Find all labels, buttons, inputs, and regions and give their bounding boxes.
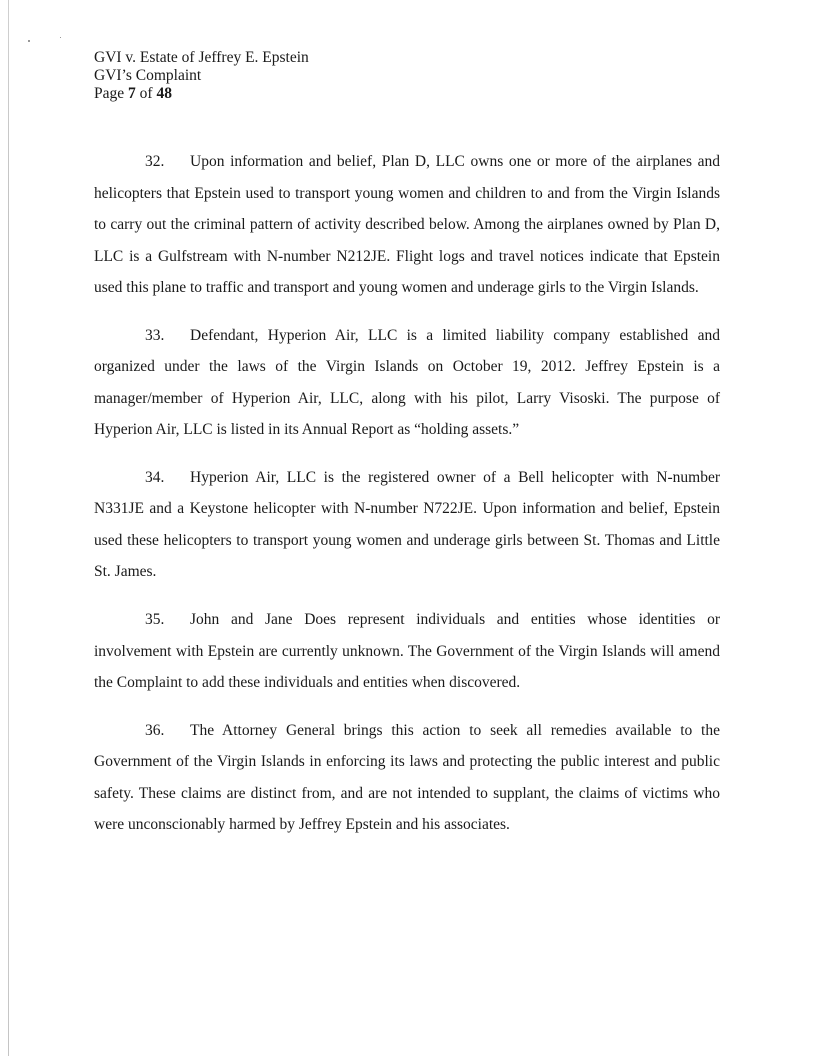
scan-speck xyxy=(60,37,61,38)
caption-case-title: GVI v. Estate of Jeffrey E. Epstein xyxy=(94,49,309,66)
paragraph-number: 36. xyxy=(145,721,165,739)
paragraph-32 xyxy=(94,146,720,304)
caption-page-number xyxy=(94,85,309,103)
paragraph-33 xyxy=(94,320,720,446)
paragraph-number: 34. xyxy=(145,468,165,486)
paragraph-36 xyxy=(94,715,720,841)
paragraph-text: John and Jane Does represent individuals and entities whose identities or involvement with Epstein are currently unknown. The Government of the Virgin Islands will amend the Complaint to add these individuals and entities when discovered. xyxy=(94,611,720,692)
paragraph-34 xyxy=(94,462,720,588)
paragraph-number: 33. xyxy=(145,326,165,344)
paragraph-number: 32. xyxy=(145,153,165,170)
scan-edge-line xyxy=(8,0,9,1056)
caption-document-title: GVI’s Complaint xyxy=(94,67,202,84)
page-label: Page xyxy=(94,85,125,102)
paragraph-text: Upon information and belief, Plan D, LLC owns one or more of the airplanes and helicopters that Epstein used to transport young women and children to and from the Virgin Islands to carry out the criminal pattern of activity described below. Among the airplanes owned by Plan D, LLC is a Gulfstream with N-number N212JE. Flight logs and travel notices indicate that Epstein used this plane to traffic and transport and young women and underage girls to the Virgin Islands. xyxy=(94,153,720,296)
page-of: of xyxy=(139,85,153,102)
paragraph-35 xyxy=(94,604,720,699)
paragraph-text: Defendant, Hyperion Air, LLC is a limited liability company established and organized under the laws of the Virgin Islands on October 19, 2012. Jeffrey Epstein is a manager/member of Hyperion Air, LLC, along with his pilot, Larry Visoski. The purpose of Hyperion Air, LLC is listed in its Annual Report as “holding assets.” xyxy=(94,326,720,439)
scan-speck xyxy=(28,40,30,42)
paragraph-text: Hyperion Air, LLC is the registered owner of a Bell helicopter with N-number N331JE and a Keystone helicopter with N-number N722JE. Upon information and belief, Epstein used these helicopters to transport young women and underage girls between St. Thomas and Little St. James. xyxy=(94,468,720,581)
paragraph-number: 35. xyxy=(145,611,165,629)
case-caption xyxy=(94,49,309,103)
page-total: 48 xyxy=(156,85,172,102)
paragraph-text: The Attorney General brings this action to seek all remedies available to the Government of the Virgin Islands in enforcing its laws and protecting the public interest and public safety. These claims are distinct from, and are not intended to supplant, the claims of victims who were unconscionably harmed by Jeffrey Epstein and his associates. xyxy=(94,721,720,834)
complaint-body xyxy=(94,146,720,857)
page-current: 7 xyxy=(128,85,136,102)
